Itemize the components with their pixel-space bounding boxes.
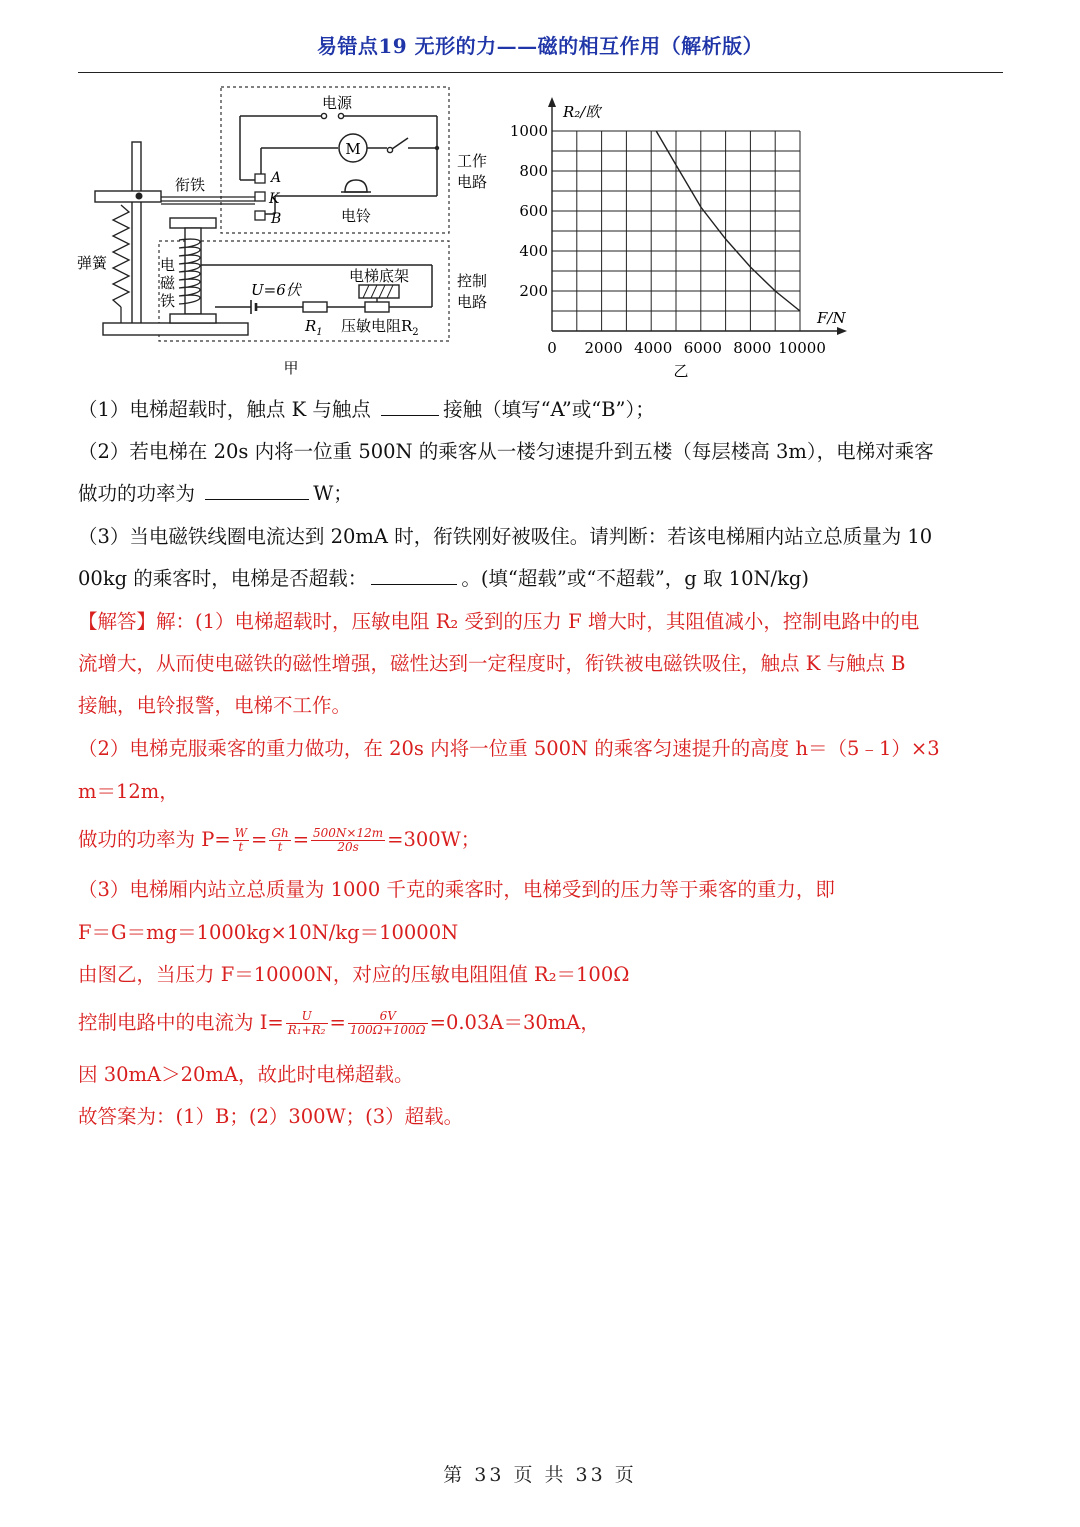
fraction-values-power: $\frac{500N\times 12m}{20s}$ xyxy=(313,826,384,854)
answer-p3-line1: （3）电梯厢内站立总质量为 1000 千克的乘客时，电梯受到的压力等于乘客的重力，即 xyxy=(78,878,835,901)
electromagnet-label-3: 铁 xyxy=(160,292,176,310)
y-tick-label: 1000 xyxy=(509,122,548,140)
answer-p3-conclusion: 因 30mA＞20mA，故此时电梯超载。 xyxy=(78,1063,414,1086)
fraction-values-current: $\frac{6V}{100\Omega+100\Omega}$ xyxy=(349,1009,426,1037)
x-axis-arrow xyxy=(837,327,847,335)
x-tick-label: 8000 xyxy=(733,339,772,357)
contact-b-label: B xyxy=(271,211,282,227)
page-footer: 第 33 页 共 33 页 xyxy=(443,1464,637,1486)
contact-k-label: K xyxy=(269,191,280,207)
fraction-u-over-r: $\frac{U}{\text{R₁+R₂}}$ xyxy=(287,1009,326,1037)
x-tick-label: 10000 xyxy=(778,339,826,357)
answer-p3-current: 控制电路中的电流为 I= $\frac{U}{\text{R₁+R₂}}$ = $\frac{6V}{100\Omega+100\Omega}$ =0.03A＝30mA， xyxy=(78,1009,600,1037)
header-rule xyxy=(78,72,1003,73)
answer-p1-line3: 接触，电铃报警，电梯不工作。 xyxy=(78,694,352,717)
armature-label: 衔铁 xyxy=(175,176,206,194)
answer-final: 故答案为：(1）B；(2）300W；(3）超载。 xyxy=(78,1105,464,1128)
question-3-line1: （3）当电磁铁线圈电流达到 20mA 时，衔铁刚好被吸住。请判断：若该电梯厢内站立总质量为 10 xyxy=(78,525,933,548)
answer-p1-line1: 【解答】解：(1）电梯超载时，压敏电阻 R₂ 受到的压力 F 增大时，其阻值减小，控制电路中的电 xyxy=(78,610,920,633)
electromagnet-label-2: 磁 xyxy=(160,274,176,292)
x-tick-label: 4000 xyxy=(634,339,673,357)
x-tick-label: 0 xyxy=(547,339,557,357)
fraction-gh-over-t: $\frac{Gh}{t}$ xyxy=(271,826,289,854)
chart-ylabel: R₂/欧 xyxy=(563,103,601,121)
y-tick-label: 200 xyxy=(519,282,548,300)
y-tick-label: 400 xyxy=(519,242,548,260)
q3-answer-blank[interactable] xyxy=(371,566,457,585)
x-tick-label: 6000 xyxy=(683,339,722,357)
r1-label: $R_1$ xyxy=(305,317,323,338)
answer-p2-line1: （2）电梯克服乘客的重力做功，在 20s 内将一位重 500N 的乘客匀速提升的高度 h＝（5﹣1）×3 xyxy=(78,737,940,760)
contact-a-label: A xyxy=(271,170,282,186)
fraction-w-over-t: $\frac{W}{t}$ xyxy=(234,826,248,854)
spring-label: 弹簧 xyxy=(77,254,108,272)
answer-p2-power: 做功的功率为 P= $\frac{W}{t}$ = $\frac{Gh}{t}$ = $\frac{500N\times 12m}{20s}$ =300W； xyxy=(78,826,481,854)
question-3-line2: 00kg 的乘客时，电梯是否超载： 。(填“超载”或“不超载”，g 取 10N/kg) xyxy=(78,567,810,590)
work-circuit-label-2: 电路 xyxy=(457,173,488,191)
x-tick-label: 2000 xyxy=(584,339,623,357)
electromagnet-label-1: 电 xyxy=(160,256,176,274)
answer-p1-line2: 流增大，从而使电磁铁的磁性增强，磁性达到一定程度时，衔铁被电磁铁吸住，触点 K 与触点 B xyxy=(78,652,906,675)
r2-f-curve xyxy=(656,131,800,311)
voltage-label: U=6伏 xyxy=(251,281,301,299)
figure-jia-circuit xyxy=(75,80,488,380)
q2-answer-blank[interactable] xyxy=(205,481,309,500)
figure-yi-caption: 乙 xyxy=(673,362,689,380)
question-2-line2: 做功的功率为 W； xyxy=(78,482,353,505)
y-axis-arrow xyxy=(548,97,556,107)
power-label: 电源 xyxy=(321,94,353,112)
y-tick-label: 600 xyxy=(519,202,548,220)
page-header-title: 易错点19 无形的力——磁的相互作用（解析版） xyxy=(316,34,764,58)
answer-p3-line3: 由图乙，当压力 F＝10000N，对应的压敏电阻阻值 R₂＝100Ω xyxy=(78,963,630,986)
control-circuit-label-2: 电路 xyxy=(457,293,488,311)
motor-label: M xyxy=(345,140,361,158)
bell-label: 电铃 xyxy=(340,207,372,225)
work-circuit-label-1: 工作 xyxy=(457,152,488,170)
answer-p3-line2: F＝G＝mg＝1000kg×10N/kg＝10000N xyxy=(78,921,459,944)
y-tick-label: 800 xyxy=(519,162,548,180)
figure-jia-caption: 甲 xyxy=(283,359,299,377)
question-1: （1）电梯超载时，触点 K 与触点 接触（填写“A”或“B”）； xyxy=(78,398,655,421)
q1-answer-blank[interactable] xyxy=(381,397,439,416)
control-circuit-label-1: 控制 xyxy=(457,272,488,290)
question-2-line1: （2）若电梯在 20s 内将一位重 500N 的乘客从一楼匀速提升到五楼（每层楼高 3m），电梯对乘客 xyxy=(78,440,934,463)
answer-tag: 【解答】 xyxy=(78,610,157,633)
chart-xlabel: F/N xyxy=(817,309,846,327)
elevator-frame-label: 电梯底架 xyxy=(349,267,410,285)
figure-yi-chart xyxy=(505,95,865,380)
varistor-label: 压敏电阻$R_2$ xyxy=(341,317,419,338)
answer-p2-line2: m＝12m， xyxy=(78,780,179,803)
